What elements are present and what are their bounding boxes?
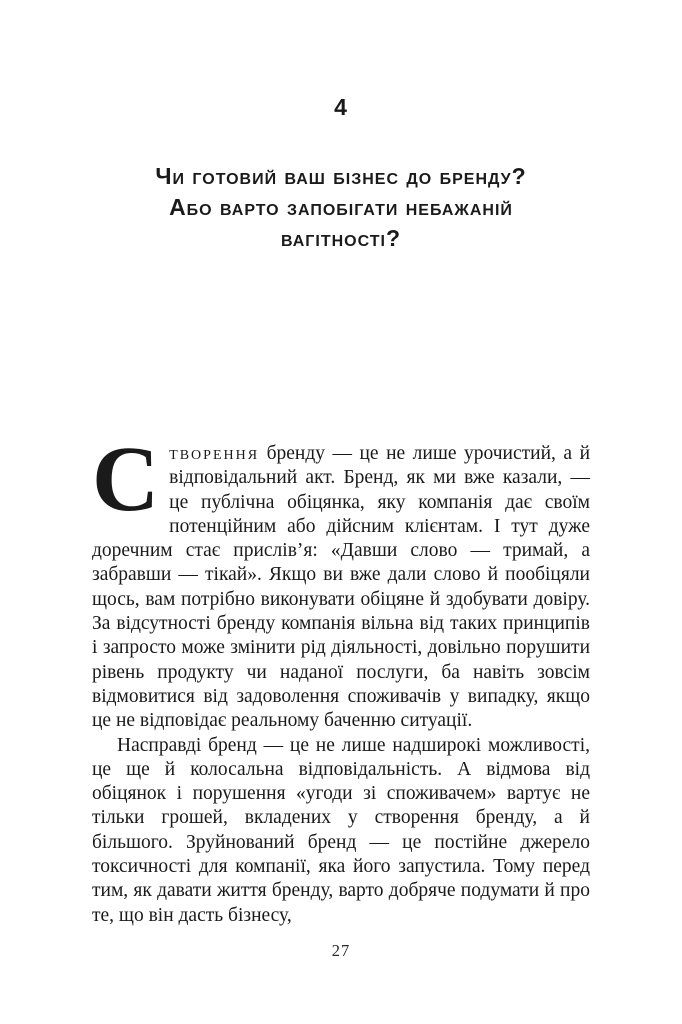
paragraph-2: Насправді бренд — це не лише надширокі можливості, це ще й колосальна відповідальність. А відмова від обіцянок і порушення «угоди зі споживачем» вартує не тільки грошей, вкладених у створення бренду, а й більшого. Зруйнований бренд — це постійне джерело токсичності для компанії, яка його запустила. Тому перед тим, як давати життя бренду, варто добряче подумати й про те, що він дасть бізнесу, [92,734,590,926]
lead-word: творення [169,443,260,464]
chapter-number: 4 [334,94,348,120]
chapter-title-line-3: вагітності? [280,225,402,251]
paragraph-1 [92,428,590,734]
paragraph-1-text: бренду — це не лише урочистий, а й відповідальний акт. Бренд, як ми вже казали, — це публічна обіцянка, яку компанія дає своїм потенційним або дійсним клієнтам. І тут дуже доречним стає прислів’я: «Давши слово — тримай, а забравши — тікай». Якщо ви вже дали слово й пообіцяли щось, вам потрібно виконувати обіцяне й здобувати довіру. За відсутності бренду компанія вільна від таких принципів і запросто може змінити рід діяльності, довільно порушити рівень продукту чи наданої послуги, ба навіть зовсім відмовитися від задоволення споживачів у випадку, якщо це не відповідає реальному баченню ситуації. [92,443,590,732]
chapter-title-line-1: Чи готовий ваш бізнес до бренду? [155,163,527,189]
drop-cap: С [92,428,160,531]
chapter-title [92,161,590,254]
chapter-title-line-2: Або варто запобігати небажаній [169,194,513,220]
page-number: 27 [331,940,351,960]
body-text [92,428,590,928]
